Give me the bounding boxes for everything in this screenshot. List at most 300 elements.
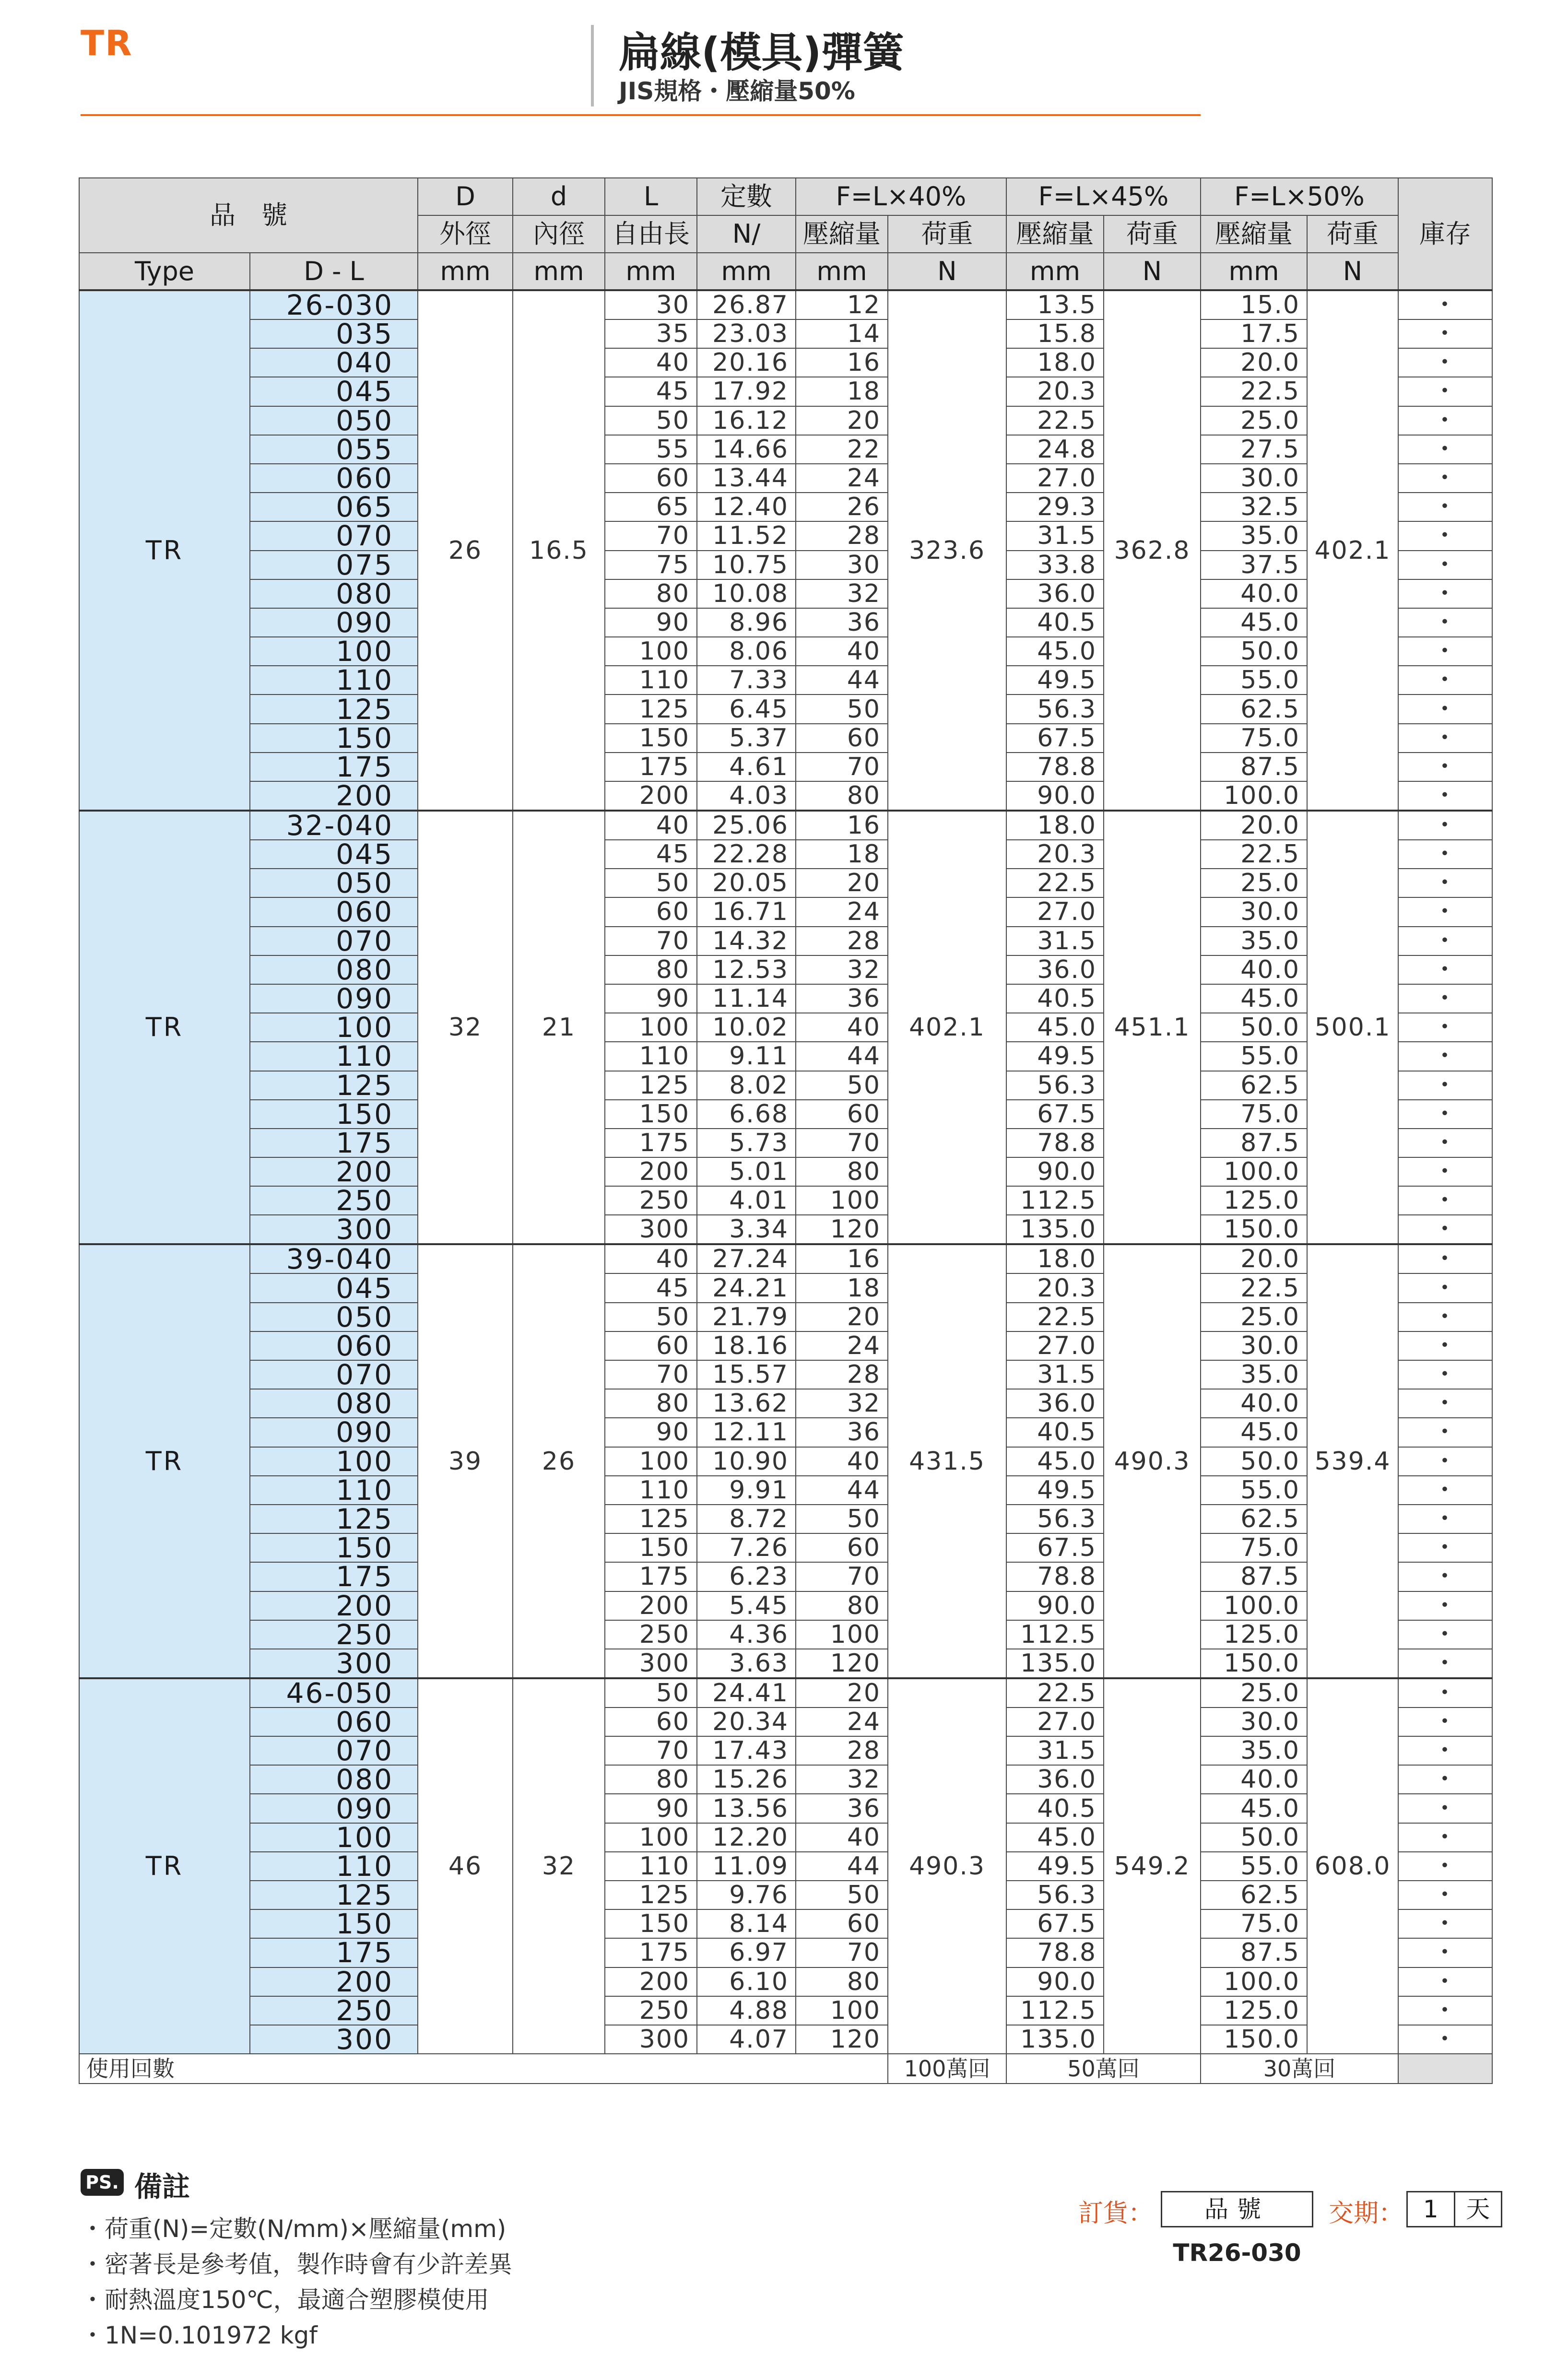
- table-row: [79, 1678, 1492, 1708]
- stock-cell: ・: [1398, 753, 1492, 781]
- compression-45-cell: 22.5: [1006, 1303, 1104, 1331]
- compression-40-cell: 20: [796, 1303, 888, 1331]
- note-item: ・荷重(N)=定數(N/mm)×壓縮量(mm): [81, 2215, 507, 2243]
- stock-cell: ・: [1398, 1967, 1492, 1996]
- compression-40-cell: 60: [796, 1100, 888, 1129]
- free-length-cell: 80: [605, 955, 697, 984]
- dl-cell: 39-040: [250, 1244, 418, 1273]
- usage-stock-blank: [1398, 2054, 1492, 2084]
- header-f45: F=L×45%: [1006, 178, 1201, 215]
- table-row: [79, 1765, 1492, 1794]
- compression-50-cell: 62.5: [1201, 1505, 1307, 1533]
- compression-45-cell: 27.0: [1006, 1708, 1104, 1736]
- spring-constant-cell: 15.57: [697, 1360, 796, 1389]
- compression-40-cell: 44: [796, 1476, 888, 1505]
- compression-45-cell: 20.3: [1006, 840, 1104, 869]
- free-length-cell: 50: [605, 1678, 697, 1708]
- order-part-box: 品號: [1161, 2191, 1313, 2227]
- compression-50-cell: 30.0: [1201, 1708, 1307, 1736]
- stock-cell: ・: [1398, 435, 1492, 464]
- spring-constant-cell: 12.53: [697, 955, 796, 984]
- dl-cell: 300: [250, 1649, 418, 1678]
- compression-50-cell: 75.0: [1201, 1533, 1307, 1562]
- spring-constant-cell: 9.11: [697, 1042, 796, 1071]
- dl-cell: 050: [250, 869, 418, 897]
- stock-cell: ・: [1398, 984, 1492, 1013]
- compression-50-cell: 55.0: [1201, 666, 1307, 695]
- stock-cell: ・: [1398, 869, 1492, 897]
- compression-45-cell: 49.5: [1006, 1476, 1104, 1505]
- dl-cell: 175: [250, 1129, 418, 1157]
- spring-constant-cell: 5.73: [697, 1129, 796, 1157]
- table-row: [79, 1071, 1492, 1100]
- compression-40-cell: 44: [796, 1042, 888, 1071]
- spring-constant-cell: 8.96: [697, 608, 796, 637]
- spring-constant-cell: 21.79: [697, 1303, 796, 1331]
- compression-40-cell: 30: [796, 551, 888, 579]
- header-L-unit: mm: [605, 253, 697, 290]
- free-length-cell: 70: [605, 1736, 697, 1765]
- compression-40-cell: 22: [796, 435, 888, 464]
- spring-constant-cell: 10.02: [697, 1013, 796, 1042]
- dl-cell: 150: [250, 1100, 418, 1129]
- compression-50-cell: 22.5: [1201, 377, 1307, 406]
- stock-cell: ・: [1398, 1157, 1492, 1186]
- table-row: [79, 927, 1492, 955]
- dl-cell: 040: [250, 348, 418, 377]
- compression-50-cell: 45.0: [1201, 608, 1307, 637]
- compression-45-cell: 40.5: [1006, 984, 1104, 1013]
- stock-cell: ・: [1398, 1042, 1492, 1071]
- header-rule: [81, 114, 1201, 116]
- compression-40-cell: 40: [796, 1447, 888, 1476]
- spring-constant-cell: 17.43: [697, 1736, 796, 1765]
- compression-45-cell: 31.5: [1006, 927, 1104, 955]
- compression-45-cell: 135.0: [1006, 2025, 1104, 2054]
- compression-50-cell: 30.0: [1201, 464, 1307, 493]
- dl-cell: 090: [250, 1794, 418, 1823]
- free-length-cell: 70: [605, 521, 697, 550]
- table-row: [79, 897, 1492, 926]
- spring-constant-cell: 16.12: [697, 406, 796, 435]
- compression-50-cell: 50.0: [1201, 1013, 1307, 1042]
- load-45-cell: 451.1: [1104, 811, 1201, 1244]
- free-length-cell: 60: [605, 897, 697, 926]
- table-row: [79, 753, 1492, 781]
- free-length-cell: 90: [605, 984, 697, 1013]
- free-length-cell: 70: [605, 927, 697, 955]
- free-length-cell: 100: [605, 1823, 697, 1852]
- compression-50-cell: 62.5: [1201, 695, 1307, 723]
- spring-constant-cell: 16.71: [697, 897, 796, 926]
- load-50-cell: 539.4: [1307, 1244, 1398, 1678]
- dl-cell: 250: [250, 1620, 418, 1649]
- free-length-cell: 100: [605, 1447, 697, 1476]
- free-length-cell: 40: [605, 811, 697, 840]
- table-row: [79, 1909, 1492, 1938]
- compression-50-cell: 125.0: [1201, 1996, 1307, 2025]
- table-row: [79, 637, 1492, 666]
- compression-40-cell: 120: [796, 1649, 888, 1678]
- table-row: [79, 666, 1492, 695]
- spring-constant-cell: 6.97: [697, 1938, 796, 1967]
- stock-cell: ・: [1398, 1360, 1492, 1389]
- compression-50-cell: 32.5: [1201, 493, 1307, 521]
- dl-cell: 065: [250, 493, 418, 521]
- type-cell: TR: [79, 1678, 250, 2054]
- table-row: [79, 1736, 1492, 1765]
- dl-cell: 110: [250, 1476, 418, 1505]
- outer-diameter-cell: 39: [418, 1244, 513, 1678]
- spring-constant-cell: 13.44: [697, 464, 796, 493]
- compression-40-cell: 36: [796, 1418, 888, 1447]
- stock-cell: ・: [1398, 1852, 1492, 1881]
- free-length-cell: 90: [605, 1794, 697, 1823]
- table-row: [79, 319, 1492, 348]
- table-row: [79, 1447, 1492, 1476]
- stock-cell: ・: [1398, 319, 1492, 348]
- compression-45-cell: 15.8: [1006, 319, 1104, 348]
- compression-40-cell: 32: [796, 579, 888, 608]
- free-length-cell: 300: [605, 1649, 697, 1678]
- header-d: d: [513, 178, 605, 215]
- free-length-cell: 300: [605, 1215, 697, 1244]
- dl-cell: 035: [250, 319, 418, 348]
- stock-cell: ・: [1398, 1418, 1492, 1447]
- spring-constant-cell: 17.92: [697, 377, 796, 406]
- header-k: 定數: [697, 178, 796, 215]
- table-row: [79, 869, 1492, 897]
- table-row: [79, 1042, 1492, 1071]
- spring-constant-cell: 25.06: [697, 811, 796, 840]
- compression-45-cell: 29.3: [1006, 493, 1104, 521]
- usage-label: 使用回數: [79, 2054, 888, 2084]
- stock-cell: ・: [1398, 1708, 1492, 1736]
- spring-constant-cell: 14.32: [697, 927, 796, 955]
- compression-50-cell: 35.0: [1201, 521, 1307, 550]
- dl-cell: 110: [250, 666, 418, 695]
- stock-cell: ・: [1398, 464, 1492, 493]
- compression-40-cell: 18: [796, 1273, 888, 1302]
- note-item: ・1N=0.101972 kgf: [81, 2321, 318, 2349]
- free-length-cell: 90: [605, 608, 697, 637]
- spring-constant-cell: 22.28: [697, 840, 796, 869]
- spring-constant-cell: 4.88: [697, 1996, 796, 2025]
- compression-50-cell: 75.0: [1201, 724, 1307, 753]
- compression-50-cell: 35.0: [1201, 1360, 1307, 1389]
- compression-50-cell: 15.0: [1201, 290, 1307, 319]
- spring-constant-cell: 7.33: [697, 666, 796, 695]
- spring-constant-cell: 11.52: [697, 521, 796, 550]
- stock-cell: ・: [1398, 1100, 1492, 1129]
- compression-45-cell: 67.5: [1006, 1100, 1104, 1129]
- spring-constant-cell: 4.03: [697, 781, 796, 811]
- table-row: [79, 406, 1492, 435]
- free-length-cell: 110: [605, 666, 697, 695]
- free-length-cell: 175: [605, 1562, 697, 1591]
- compression-40-cell: 80: [796, 1591, 888, 1620]
- free-length-cell: 100: [605, 637, 697, 666]
- compression-45-cell: 27.0: [1006, 1331, 1104, 1360]
- compression-50-cell: 50.0: [1201, 1447, 1307, 1476]
- table-row: [79, 1938, 1492, 1967]
- dl-cell: 100: [250, 1013, 418, 1042]
- free-length-cell: 175: [605, 1938, 697, 1967]
- compression-50-cell: 20.0: [1201, 1244, 1307, 1273]
- compression-50-cell: 25.0: [1201, 406, 1307, 435]
- free-length-cell: 70: [605, 1360, 697, 1389]
- spring-constant-cell: 6.45: [697, 695, 796, 723]
- free-length-cell: 250: [605, 1620, 697, 1649]
- compression-50-cell: 20.0: [1201, 348, 1307, 377]
- spring-constant-cell: 13.62: [697, 1389, 796, 1418]
- compression-45-cell: 45.0: [1006, 1013, 1104, 1042]
- table-row: [79, 493, 1492, 521]
- compression-50-cell: 22.5: [1201, 1273, 1307, 1302]
- dl-cell: 090: [250, 608, 418, 637]
- dl-cell: 070: [250, 1736, 418, 1765]
- dl-cell: 26-030: [250, 290, 418, 319]
- dl-cell: 080: [250, 1765, 418, 1794]
- compression-40-cell: 24: [796, 1708, 888, 1736]
- compression-40-cell: 80: [796, 1967, 888, 1996]
- stock-cell: ・: [1398, 377, 1492, 406]
- spring-constant-cell: 8.72: [697, 1505, 796, 1533]
- compression-50-cell: 40.0: [1201, 1389, 1307, 1418]
- outer-diameter-cell: 32: [418, 811, 513, 1244]
- type-cell: TR: [79, 1244, 250, 1678]
- table-row: [79, 1244, 1492, 1273]
- compression-50-cell: 50.0: [1201, 637, 1307, 666]
- compression-50-cell: 150.0: [1201, 1649, 1307, 1678]
- free-length-cell: 35: [605, 319, 697, 348]
- stock-cell: ・: [1398, 493, 1492, 521]
- compression-40-cell: 44: [796, 1852, 888, 1881]
- compression-45-cell: 45.0: [1006, 1447, 1104, 1476]
- stock-cell: ・: [1398, 781, 1492, 811]
- compression-40-cell: 28: [796, 521, 888, 550]
- free-length-cell: 110: [605, 1852, 697, 1881]
- stock-cell: ・: [1398, 1736, 1492, 1765]
- spring-constant-cell: 20.16: [697, 348, 796, 377]
- stock-cell: ・: [1398, 579, 1492, 608]
- inner-diameter-cell: 16.5: [513, 290, 605, 811]
- compression-45-cell: 56.3: [1006, 695, 1104, 723]
- compression-50-cell: 100.0: [1201, 1157, 1307, 1186]
- load-50-cell: 608.0: [1307, 1678, 1398, 2054]
- stock-cell: ・: [1398, 1331, 1492, 1360]
- free-length-cell: 50: [605, 1303, 697, 1331]
- free-length-cell: 125: [605, 1071, 697, 1100]
- compression-45-cell: 56.3: [1006, 1881, 1104, 1909]
- dl-cell: 060: [250, 897, 418, 926]
- table-row: [79, 1129, 1492, 1157]
- spring-constant-cell: 4.01: [697, 1186, 796, 1215]
- compression-50-cell: 75.0: [1201, 1100, 1307, 1129]
- dl-cell: 110: [250, 1852, 418, 1881]
- table-row: [79, 2025, 1492, 2054]
- spring-constant-cell: 11.14: [697, 984, 796, 1013]
- compression-40-cell: 36: [796, 608, 888, 637]
- spring-constant-cell: 6.68: [697, 1100, 796, 1129]
- stock-cell: ・: [1398, 1938, 1492, 1967]
- header-dl: D - L: [250, 253, 418, 290]
- spring-constant-cell: 20.05: [697, 869, 796, 897]
- stock-cell: ・: [1398, 1303, 1492, 1331]
- table-row: [79, 1100, 1492, 1129]
- table-row: [79, 1996, 1492, 2025]
- compression-45-cell: 18.0: [1006, 348, 1104, 377]
- compression-45-cell: 78.8: [1006, 1562, 1104, 1591]
- stock-cell: ・: [1398, 1071, 1492, 1100]
- compression-50-cell: 20.0: [1201, 811, 1307, 840]
- spring-constant-cell: 10.08: [697, 579, 796, 608]
- compression-45-cell: 31.5: [1006, 1736, 1104, 1765]
- free-length-cell: 125: [605, 1505, 697, 1533]
- compression-40-cell: 100: [796, 1620, 888, 1649]
- stock-cell: ・: [1398, 724, 1492, 753]
- compression-45-cell: 33.8: [1006, 551, 1104, 579]
- usage-50: 30萬回: [1201, 2054, 1398, 2084]
- compression-40-cell: 26: [796, 493, 888, 521]
- stock-cell: ・: [1398, 811, 1492, 840]
- spring-constant-cell: 13.56: [697, 1794, 796, 1823]
- dl-cell: 125: [250, 1881, 418, 1909]
- table-row: [79, 1331, 1492, 1360]
- free-length-cell: 50: [605, 869, 697, 897]
- compression-45-cell: 90.0: [1006, 1157, 1104, 1186]
- compression-45-cell: 112.5: [1006, 1620, 1104, 1649]
- delivery-days: 1: [1423, 2195, 1438, 2223]
- compression-45-cell: 67.5: [1006, 1533, 1104, 1562]
- compression-40-cell: 12: [796, 290, 888, 319]
- table-row: [79, 1591, 1492, 1620]
- header-stock: 庫存: [1398, 178, 1492, 290]
- compression-45-cell: 13.5: [1006, 290, 1104, 319]
- dl-cell: 110: [250, 1042, 418, 1071]
- compression-50-cell: 37.5: [1201, 551, 1307, 579]
- compression-45-cell: 40.5: [1006, 1794, 1104, 1823]
- table-row: [79, 840, 1492, 869]
- spring-constant-cell: 11.09: [697, 1852, 796, 1881]
- compression-40-cell: 80: [796, 781, 888, 811]
- compression-40-cell: 28: [796, 927, 888, 955]
- stock-cell: ・: [1398, 1591, 1492, 1620]
- table-row: [79, 781, 1492, 811]
- stock-cell: ・: [1398, 348, 1492, 377]
- stock-cell: ・: [1398, 1013, 1492, 1042]
- header-k-unit2: mm: [697, 253, 796, 290]
- compression-40-cell: 16: [796, 811, 888, 840]
- table-row: [79, 1186, 1492, 1215]
- stock-cell: ・: [1398, 955, 1492, 984]
- compression-45-cell: 90.0: [1006, 1591, 1104, 1620]
- compression-40-cell: 70: [796, 1129, 888, 1157]
- stock-cell: ・: [1398, 1678, 1492, 1708]
- free-length-cell: 40: [605, 348, 697, 377]
- table-row: [79, 1303, 1492, 1331]
- compression-45-cell: 18.0: [1006, 811, 1104, 840]
- compression-45-cell: 78.8: [1006, 1938, 1104, 1967]
- spring-constant-cell: 9.91: [697, 1476, 796, 1505]
- compression-45-cell: 36.0: [1006, 1765, 1104, 1794]
- table-header: [79, 178, 1492, 290]
- table-row: [79, 1852, 1492, 1881]
- load-40-cell: 323.6: [888, 290, 1006, 811]
- compression-50-cell: 125.0: [1201, 1186, 1307, 1215]
- spring-constant-cell: 6.23: [697, 1562, 796, 1591]
- table-row: [79, 1881, 1492, 1909]
- compression-40-cell: 24: [796, 897, 888, 926]
- compression-50-cell: 87.5: [1201, 753, 1307, 781]
- stock-cell: ・: [1398, 1909, 1492, 1938]
- table-row: [79, 1533, 1492, 1562]
- table-row: [79, 290, 1492, 319]
- table-row: [79, 1273, 1492, 1302]
- usage-40: 100萬回: [888, 2054, 1006, 2084]
- dl-cell: 250: [250, 1996, 418, 2025]
- compression-50-cell: 40.0: [1201, 1765, 1307, 1794]
- stock-cell: ・: [1398, 551, 1492, 579]
- stock-cell: ・: [1398, 1533, 1492, 1562]
- dl-cell: 070: [250, 521, 418, 550]
- table-row: [79, 1215, 1492, 1244]
- table-row: [79, 811, 1492, 840]
- free-length-cell: 125: [605, 1881, 697, 1909]
- compression-40-cell: 50: [796, 1505, 888, 1533]
- compression-50-cell: 125.0: [1201, 1620, 1307, 1649]
- inner-diameter-cell: 32: [513, 1678, 605, 2054]
- dl-cell: 050: [250, 406, 418, 435]
- dl-cell: 100: [250, 637, 418, 666]
- header-unit-N-50: N: [1307, 253, 1398, 290]
- free-length-cell: 200: [605, 781, 697, 811]
- table-row: [79, 579, 1492, 608]
- spring-constant-cell: 5.01: [697, 1157, 796, 1186]
- compression-45-cell: 78.8: [1006, 753, 1104, 781]
- load-45-cell: 362.8: [1104, 290, 1201, 811]
- compression-40-cell: 70: [796, 1562, 888, 1591]
- compression-50-cell: 40.0: [1201, 579, 1307, 608]
- dl-cell: 055: [250, 435, 418, 464]
- compression-45-cell: 40.5: [1006, 1418, 1104, 1447]
- table-body: [79, 290, 1492, 2054]
- compression-50-cell: 100.0: [1201, 781, 1307, 811]
- spring-constant-cell: 3.63: [697, 1649, 796, 1678]
- compression-45-cell: 135.0: [1006, 1215, 1104, 1244]
- dl-cell: 080: [250, 1389, 418, 1418]
- compression-40-cell: 16: [796, 348, 888, 377]
- page-title: 扁線(模具)彈簧: [619, 29, 904, 77]
- table-row: [79, 1389, 1492, 1418]
- stock-cell: ・: [1398, 637, 1492, 666]
- header-f50: F=L×50%: [1201, 178, 1398, 215]
- table-row: [79, 1360, 1492, 1389]
- table-row: [79, 464, 1492, 493]
- table-row: [79, 1708, 1492, 1736]
- compression-50-cell: 62.5: [1201, 1071, 1307, 1100]
- free-length-cell: 45: [605, 1273, 697, 1302]
- dl-cell: 125: [250, 1505, 418, 1533]
- compression-40-cell: 20: [796, 869, 888, 897]
- compression-50-cell: 45.0: [1201, 984, 1307, 1013]
- dl-cell: 200: [250, 781, 418, 811]
- free-length-cell: 200: [605, 1157, 697, 1186]
- compression-45-cell: 112.5: [1006, 1996, 1104, 2025]
- compression-50-cell: 100.0: [1201, 1591, 1307, 1620]
- table-row: [79, 724, 1492, 753]
- spring-constant-cell: 6.10: [697, 1967, 796, 1996]
